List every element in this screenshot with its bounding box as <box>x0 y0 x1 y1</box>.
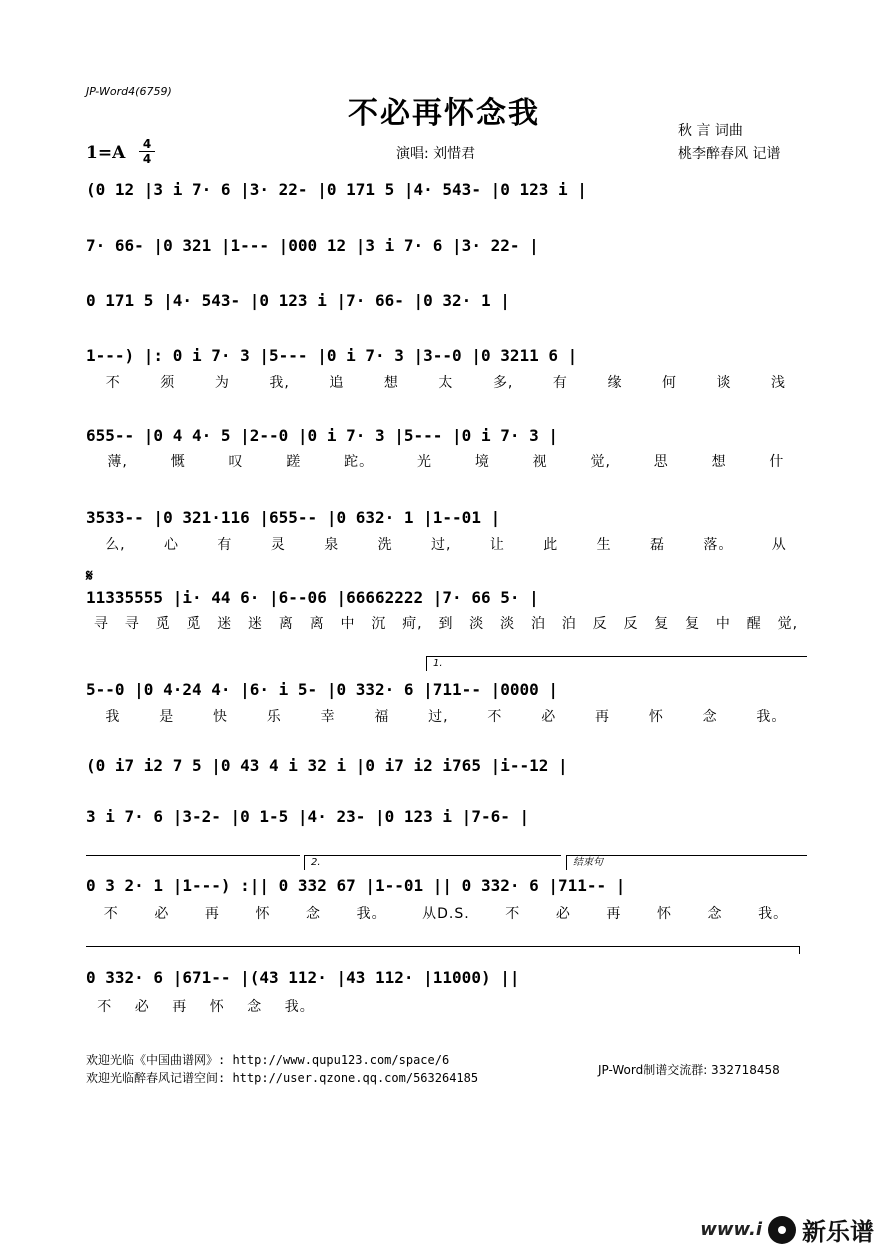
lyric-syllable: 到 <box>438 616 454 632</box>
ending-continuation-tick <box>798 946 800 954</box>
notation-line-11: 0 3 2· 1 |1---) :|| 0 332 67 |1--01 || 0 332· 6 |711-- | <box>86 875 626 895</box>
lyric-syllable: 泊 <box>530 616 546 632</box>
lyric-syllable: 复 <box>654 616 670 632</box>
watermark-url: www.i <box>700 1219 762 1240</box>
lyric-syllable: 落。 <box>703 537 734 553</box>
lyric-syllable: 反 <box>623 616 639 632</box>
lyrics-line-12 <box>86 996 326 1016</box>
vinyl-disc-icon <box>768 1216 796 1244</box>
singer-credit: 演唱: 刘惜君 <box>396 146 476 162</box>
lyric-syllable: 念 <box>702 709 718 725</box>
volta-1-bracket <box>426 656 807 671</box>
lyric-syllable: 跎。 <box>344 454 375 470</box>
lyric-syllable: 怀 <box>648 709 664 725</box>
lyrics-line-7 <box>86 613 806 633</box>
lyric-syllable: 觅 <box>155 616 171 632</box>
notation-line-8: 5--0 |0 4·24 4· |6· i 5- |0 332· 6 |711-- |0000 | <box>86 679 559 699</box>
ending-continuation-rule <box>86 946 800 947</box>
watermark-brand: 新乐谱 <box>802 1218 874 1246</box>
lyric-syllable: 我。 <box>356 906 387 922</box>
lyric-syllable: 必 <box>154 906 170 922</box>
lyric-syllable: 过, <box>430 537 452 553</box>
notation-line-1: (0 12 |3 i 7· 6 |3· 22- |0 171 5 |4· 543- |0 123 i | <box>86 179 587 199</box>
lyric-syllable: 何 <box>661 375 677 391</box>
lyric-syllable: 必 <box>541 709 557 725</box>
lyric-syllable: 乐 <box>266 709 282 725</box>
lyric-syllable: 想 <box>383 375 399 391</box>
lyric-syllable: 快 <box>212 709 228 725</box>
lyric-syllable: 太 <box>438 375 454 391</box>
lyric-syllable: 觅 <box>186 616 202 632</box>
lyric-syllable: 我, <box>269 375 290 391</box>
time-signature-denominator: 4 <box>142 152 152 166</box>
lyric-syllable: 为 <box>214 375 230 391</box>
lyric-syllable: 生 <box>596 537 612 553</box>
lyric-syllable: 怀 <box>255 906 271 922</box>
lyrics-line-8 <box>86 706 806 726</box>
lyric-syllable: 从 <box>771 537 787 553</box>
volta-2-bracket <box>304 855 561 870</box>
lyric-syllable: 念 <box>306 906 322 922</box>
footer-link-qzone: 欢迎光临醉春风记谱空间: http://user.qzone.qq.com/563264185 <box>86 1071 479 1085</box>
time-signature-numerator: 4 <box>142 137 152 151</box>
lyric-syllable: 迷 <box>248 616 264 632</box>
notation-line-12: 0 332· 6 |671-- |(43 112· |43 112· |11000) || <box>86 967 520 987</box>
notation-line-9: (0 i7 i2 7 5 |0 43 4 i 32 i |0 i7 i2 i765 |i--12 | <box>86 755 568 775</box>
lyric-syllable: 追 <box>329 375 345 391</box>
lyric-syllable: 淡 <box>469 616 485 632</box>
lyrics-line-11 <box>86 903 806 923</box>
lyrics-line-5 <box>86 451 806 471</box>
lyricist-composer-credit: 秋 言 词曲 <box>678 123 743 139</box>
lyric-syllable: 中 <box>340 616 356 632</box>
lyric-syllable: 有 <box>217 537 233 553</box>
lyric-syllable: 此 <box>543 537 559 553</box>
lyric-syllable: 必 <box>555 906 571 922</box>
lyric-syllable: 我 <box>105 709 121 725</box>
lyric-syllable: 视 <box>532 454 548 470</box>
lyric-syllable: 福 <box>374 709 390 725</box>
lyric-syllable: 我。 <box>284 999 315 1015</box>
lyric-syllable: 中 <box>715 616 731 632</box>
time-signature <box>139 138 155 165</box>
lyric-syllable: 不 <box>105 375 121 391</box>
lyric-syllable: 复 <box>685 616 701 632</box>
lyric-syllable: 泉 <box>324 537 340 553</box>
lyric-syllable: 么, <box>105 537 126 553</box>
notation-line-4: 1---) |: 0 i 7· 3 |5--- |0 i 7· 3 |3--0 |0 3211 6 | <box>86 345 578 365</box>
lyric-syllable: 我。 <box>758 906 789 922</box>
lyric-syllable: 念 <box>707 906 723 922</box>
lyric-syllable: 不 <box>97 999 113 1015</box>
lyric-syllable: 有 <box>552 375 568 391</box>
key-signature: 1=A <box>86 143 126 163</box>
lyric-syllable: 再 <box>595 709 611 725</box>
lyric-syllable: 浅 <box>771 375 787 391</box>
lyric-syllable: 让 <box>489 537 505 553</box>
lyrics-line-6 <box>86 534 806 554</box>
lyric-syllable: 缘 <box>607 375 623 391</box>
lyric-syllable: 再 <box>172 999 188 1015</box>
lyric-syllable: 过, <box>428 709 449 725</box>
lyric-syllable: 怀 <box>209 999 225 1015</box>
lyric-syllable: 淡 <box>500 616 516 632</box>
lyric-syllable: 沉 <box>371 616 387 632</box>
lyric-syllable: 想 <box>711 454 727 470</box>
lyric-syllable: 蹉 <box>286 454 302 470</box>
lyric-syllable: 多, <box>492 375 514 391</box>
lyric-syllable: 怀 <box>656 906 672 922</box>
transcriber-credit: 桃李醉春风 记谱 <box>678 146 781 162</box>
lyric-syllable: 不 <box>103 906 119 922</box>
lyric-syllable: 薄, <box>107 454 128 470</box>
software-tag: JP-Word4(6759) <box>86 85 172 98</box>
lyric-syllable: 磊 <box>650 537 665 553</box>
lyric-syllable: 不 <box>505 906 521 922</box>
lyric-syllable: 再 <box>606 906 622 922</box>
lyric-syllable: 不 <box>487 709 503 725</box>
lyrics-line-4 <box>86 372 806 392</box>
volta-1-label: 1. <box>433 658 443 669</box>
watermark-logo <box>700 1212 874 1247</box>
lyric-syllable: 慨 <box>170 454 186 470</box>
lyric-syllable: 疴, <box>402 616 423 632</box>
lyric-syllable: 寻 <box>124 616 140 632</box>
lyric-syllable: 是 <box>159 709 175 725</box>
lyric-syllable: 念 <box>247 999 263 1015</box>
lyric-syllable: 光 <box>417 454 432 470</box>
lyric-syllable: 离 <box>278 616 294 632</box>
lyric-syllable: 境 <box>474 454 490 470</box>
lyric-syllable: 必 <box>134 999 150 1015</box>
lyric-syllable: 觉, <box>777 616 799 632</box>
notation-line-3: 0 171 5 |4· 543- |0 123 i |7· 66- |0 32· 1 | <box>86 290 510 310</box>
song-title: 不必再怀念我 <box>348 96 540 131</box>
lyric-syllable: 反 <box>592 616 608 632</box>
volta-2-label: 2. <box>311 857 321 868</box>
lyric-syllable: 寻 <box>93 616 109 632</box>
notation-line-2: 7· 66- |0 321 |1--- |000 12 |3 i 7· 6 |3· 22- | <box>86 235 539 255</box>
lyric-syllable: 离 <box>309 616 325 632</box>
lyric-syllable: 幸 <box>320 709 336 725</box>
ending-bracket <box>566 855 807 870</box>
lyric-syllable: 迷 <box>217 616 233 632</box>
lyric-syllable: 再 <box>204 906 220 922</box>
lyric-syllable: 须 <box>160 375 176 391</box>
footer-link-qupu: 欢迎光临《中国曲谱网》: http://www.qupu123.com/space/6 <box>86 1053 450 1067</box>
segno-sign: 𝄋 <box>86 566 93 585</box>
lyric-syllable: 洗 <box>377 537 393 553</box>
footer-group-number: JP-Word制谱交流群: 332718458 <box>598 1063 780 1077</box>
lyric-syllable: 觉, <box>590 454 611 470</box>
notation-line-5: 655-- |0 4 4· 5 |2--0 |0 i 7· 3 |5--- |0 i 7· 3 | <box>86 425 559 445</box>
repeat-span-rule <box>86 855 300 856</box>
lyric-syllable: 心 <box>164 537 180 553</box>
lyric-syllable: 什 <box>769 454 785 470</box>
notation-line-10: 3 i 7· 6 |3-2- |0 1-5 |4· 23- |0 123 i |7-6- | <box>86 806 530 826</box>
lyric-syllable: 从D.S. <box>422 906 470 922</box>
lyric-syllable: 叹 <box>228 454 244 470</box>
lyric-syllable: 醒 <box>746 616 762 632</box>
lyric-syllable: 我。 <box>756 709 787 725</box>
lyric-syllable: 泊 <box>561 616 577 632</box>
notation-line-6: 3533-- |0 321·116 |655-- |0 632· 1 |1--01 | <box>86 507 501 527</box>
notation-line-7: 11335555 |i· 44 6· |6--06 |66662222 |7· 66 5· | <box>86 587 539 607</box>
ending-label: 结束句 <box>573 857 603 868</box>
lyric-syllable: 灵 <box>270 537 286 553</box>
lyric-syllable: 思 <box>653 454 669 470</box>
lyric-syllable: 谈 <box>716 375 732 391</box>
